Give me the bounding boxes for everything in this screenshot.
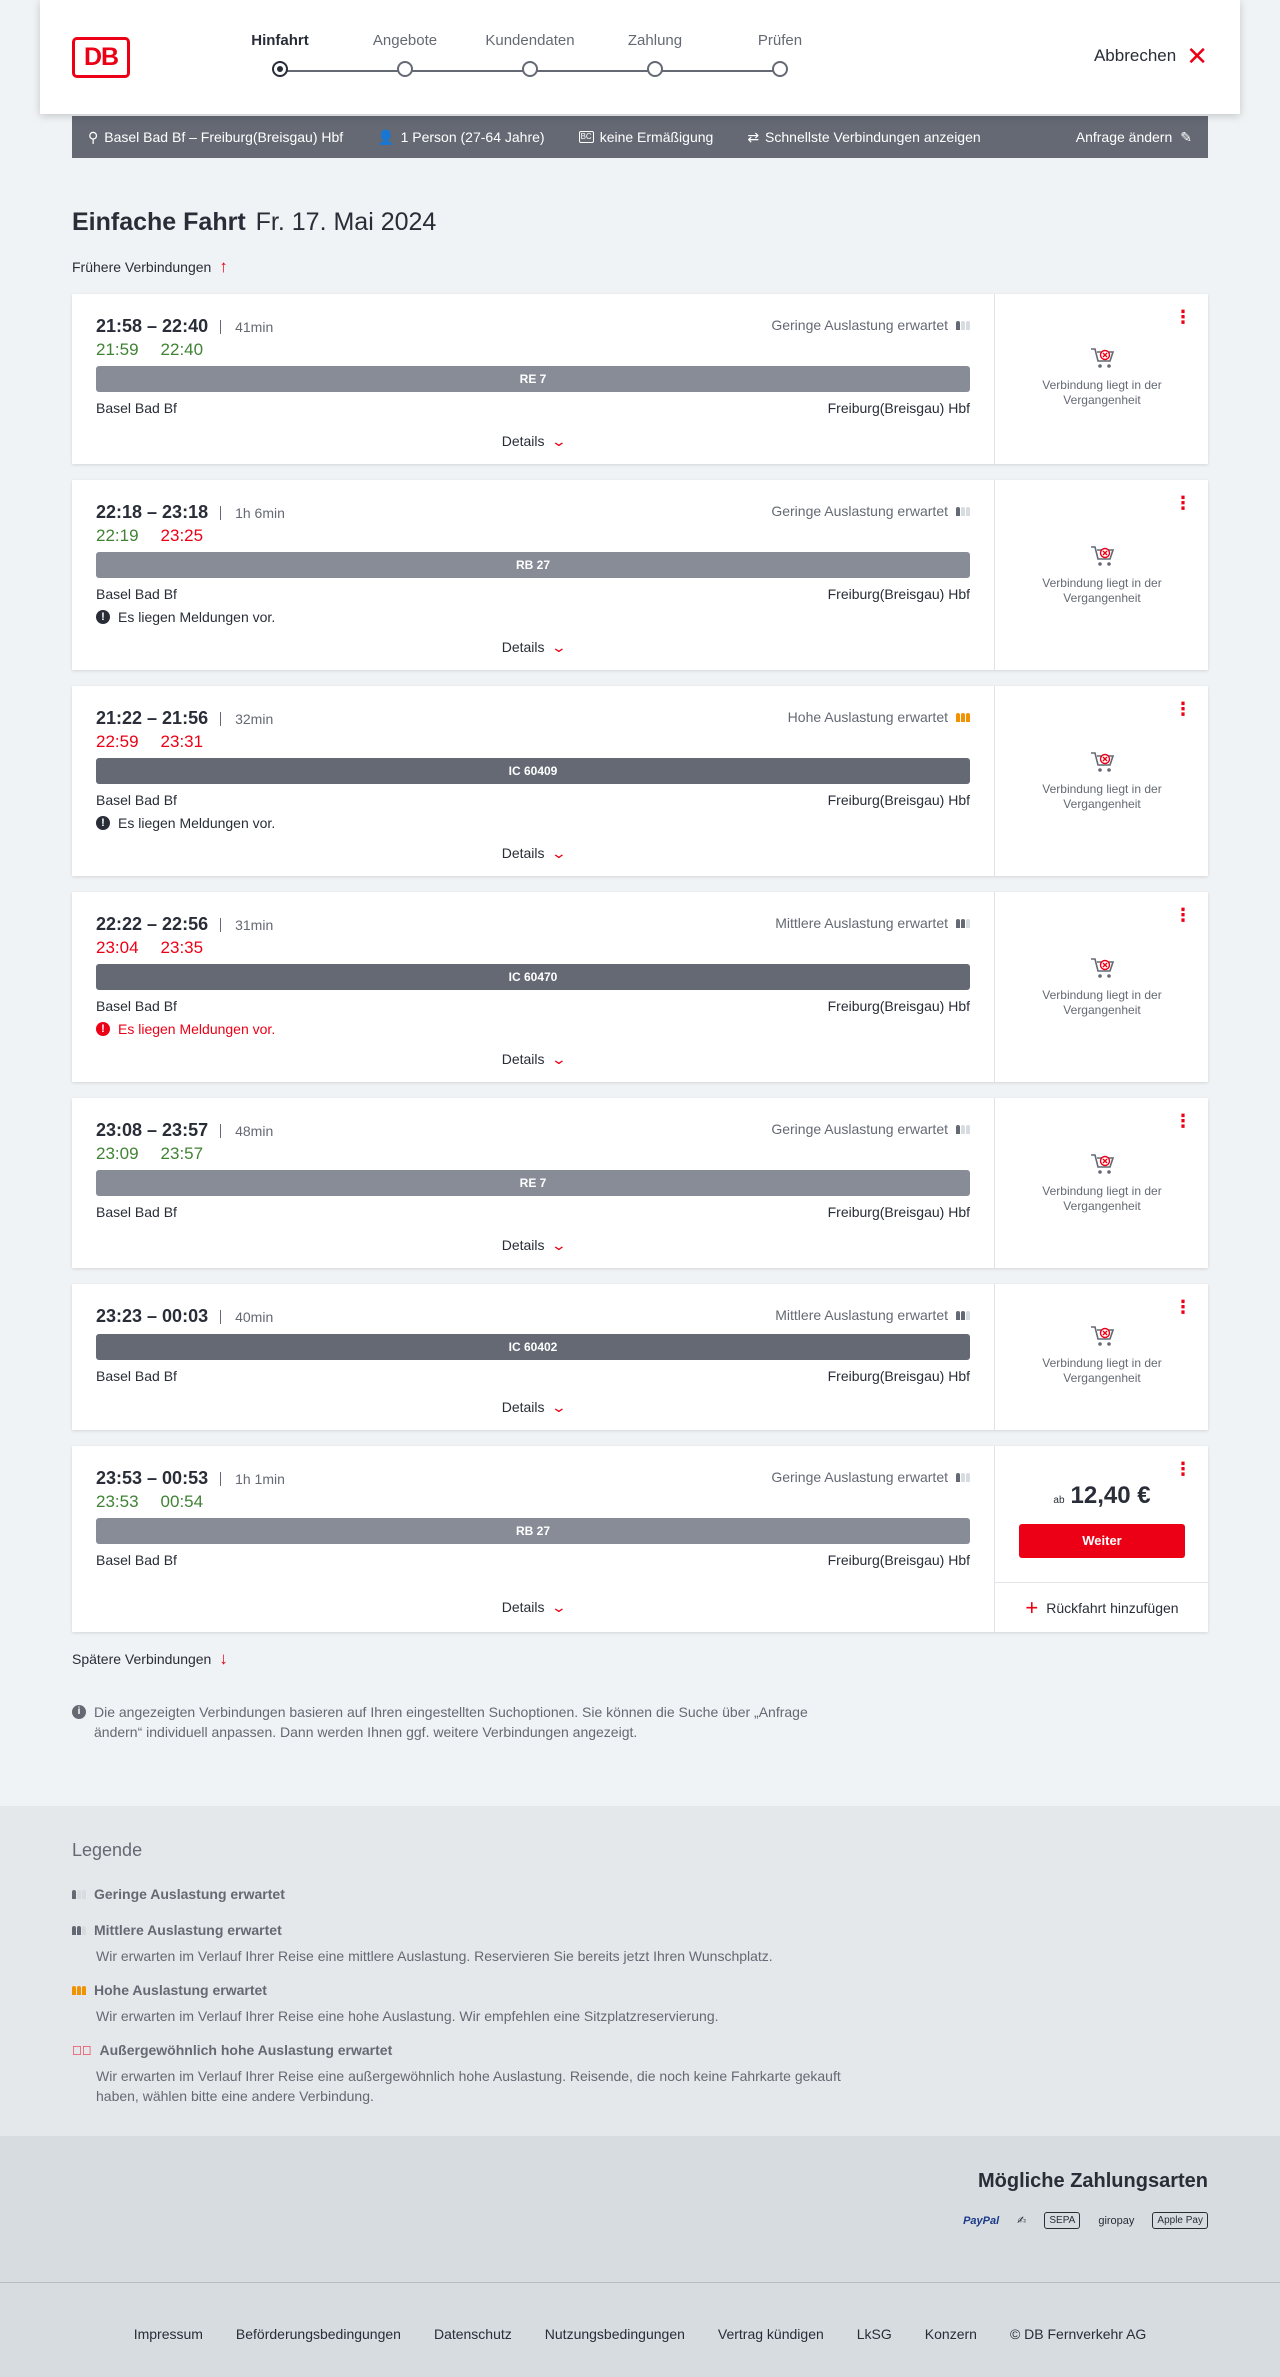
origin-station: Basel Bad Bf <box>96 400 177 416</box>
later-connections-link[interactable] <box>72 1649 228 1669</box>
connection-main <box>72 686 994 876</box>
step-label: Prüfen <box>757 32 803 49</box>
occupancy <box>771 317 970 333</box>
more-options-icon[interactable]: ⋮ <box>1174 699 1192 719</box>
occupancy <box>771 1469 970 1485</box>
connection-card[interactable] <box>72 294 1208 464</box>
cart-unavailable-icon <box>1089 346 1115 370</box>
destination-station: Freiburg(Breisgau) Hbf <box>827 1552 970 1568</box>
details-toggle[interactable] <box>72 1237 994 1254</box>
planned-times: 21:58 – 22:40 <box>96 316 209 336</box>
notice-text: Es liegen Meldungen vor. <box>118 1021 276 1037</box>
details-label: Details <box>501 639 545 655</box>
swap-arrows-icon: ⇄ <box>747 128 760 145</box>
info-note <box>72 1702 852 1742</box>
connection-main <box>72 892 994 1082</box>
past-text-1: Verbindung liegt in der <box>1042 1184 1162 1198</box>
train-bar[interactable]: IC 60470 <box>96 964 970 990</box>
sepa-icon: SEPA <box>1044 2212 1080 2229</box>
planned-times: 21:22 – 21:56 <box>96 708 209 728</box>
duration: 40min <box>220 1310 273 1324</box>
step-dot <box>397 61 413 77</box>
plus-icon: + <box>1025 1594 1039 1620</box>
connection-card[interactable] <box>72 1446 1208 1632</box>
passenger-summary[interactable] <box>377 129 544 146</box>
past-connection-notice <box>995 1152 1209 1214</box>
offer-panel <box>994 686 1208 876</box>
realtime-times <box>96 732 203 752</box>
legend-item-medium <box>72 1922 852 1966</box>
details-label: Details <box>501 1399 545 1415</box>
close-icon: ✕ <box>1186 41 1208 71</box>
occupancy-high-icon <box>72 1986 86 1995</box>
legend-item-desc: Wir erwarten im Verlauf Ihrer Reise eine mittlere Auslastung. Reservieren Sie bereits jetzt Ihren Wunschplatz. <box>96 1948 773 1964</box>
details-label: Details <box>501 433 545 449</box>
occupancy <box>775 915 970 931</box>
db-logo[interactable]: DB <box>72 37 130 78</box>
step-dot <box>522 61 538 77</box>
occupancy <box>771 503 970 519</box>
details-toggle[interactable] <box>72 1599 994 1616</box>
destination-station: Freiburg(Breisgau) Hbf <box>827 998 970 1014</box>
footer-link-nutzungsbedingungen[interactable]: Nutzungsbedingungen <box>544 2326 685 2342</box>
past-text-1: Verbindung liegt in der <box>1042 576 1162 590</box>
legend-item-title: Hohe Auslastung erwartet <box>94 1982 267 1998</box>
more-options-icon[interactable]: ⋮ <box>1174 1459 1192 1479</box>
origin-station: Basel Bad Bf <box>96 1552 177 1568</box>
realtime-departure: 21:59 <box>96 340 139 359</box>
offer-panel <box>994 892 1208 1082</box>
legend-item-title: Mittlere Auslastung erwartet <box>94 1922 282 1938</box>
paypal-icon: PayPal <box>963 2214 1000 2227</box>
occupancy-label: Mittlere Auslastung erwartet <box>775 1307 948 1323</box>
step-label: Angebote <box>372 32 438 49</box>
notice-text: Es liegen Meldungen vor. <box>118 815 276 831</box>
footer-link-konzern[interactable]: Konzern <box>924 2326 977 2342</box>
arrow-down-icon: ↓ <box>219 1649 228 1668</box>
planned-times: 22:22 – 22:56 <box>96 914 209 934</box>
apple-pay-icon: Apple Pay <box>1152 2212 1208 2229</box>
planned-times: 23:08 – 23:57 <box>96 1120 209 1140</box>
past-text-1: Verbindung liegt in der <box>1042 782 1162 796</box>
realtime-departure-delayed: 22:59 <box>96 732 139 751</box>
connection-times <box>96 316 273 337</box>
details-toggle[interactable] <box>72 639 994 656</box>
legend-item-exceptional <box>72 2042 852 2106</box>
past-text-2: Vergangenheit <box>1063 797 1141 811</box>
connection-card[interactable] <box>72 480 1208 670</box>
connection-card[interactable] <box>72 1098 1208 1268</box>
payment-title: Mögliche Zahlungsarten <box>977 2170 1208 2192</box>
offer-panel <box>994 1284 1208 1430</box>
legend-item-desc: Wir erwarten im Verlauf Ihrer Reise eine hohe Auslastung. Wir empfehlen eine Sitzplatzreservierung. <box>96 2008 719 2024</box>
realtime-departure-delayed: 23:04 <box>96 938 139 957</box>
earlier-connections-link[interactable] <box>72 257 228 277</box>
duration: 31min <box>220 918 273 932</box>
step-dot-active <box>272 61 288 77</box>
destination-station: Freiburg(Breisgau) Hbf <box>827 1204 970 1220</box>
train-bar[interactable]: RE 7 <box>96 1170 970 1196</box>
chevron-down-icon: ⌄ <box>550 1399 567 1415</box>
details-toggle[interactable] <box>72 1399 994 1416</box>
legend-section <box>0 1806 1280 2136</box>
occupancy-low-icon <box>956 1473 970 1482</box>
step-label: Zahlung <box>627 32 683 49</box>
offer-panel <box>994 294 1208 464</box>
connection-card[interactable] <box>72 1284 1208 1430</box>
step-label: Kundendaten <box>485 32 575 49</box>
footer-link-impressum[interactable]: Impressum <box>133 2326 203 2342</box>
route-summary[interactable] <box>88 129 343 146</box>
person-icon: 👤 <box>377 128 395 145</box>
chevron-down-icon: ⌄ <box>550 1237 567 1253</box>
origin-station: Basel Bad Bf <box>96 1368 177 1384</box>
realtime-arrival-delayed: 23:25 <box>160 526 204 545</box>
past-text-2: Vergangenheit <box>1063 1003 1141 1017</box>
more-options-icon[interactable]: ⋮ <box>1174 1297 1192 1317</box>
occupancy-low-icon <box>956 1125 970 1134</box>
trip-date: Fr. 17. Mai 2024 <box>255 208 437 236</box>
footer-copyright: © DB Fernverkehr AG <box>1009 2326 1147 2342</box>
cart-unavailable-icon <box>1089 1152 1115 1176</box>
realtime-arrival-delayed: 23:31 <box>160 732 204 751</box>
occupancy-exceptional-icon: ▮⃠ <box>72 2042 92 2058</box>
giropay-icon: giropay <box>1098 2214 1135 2227</box>
legend-item-desc: Wir erwarten im Verlauf Ihrer Reise eine außergewöhnlich hohe Auslastung. Reisende, die noch keine Fahrkarte gekauft haben, wählen bitte eine andere Verbindung. <box>96 2068 841 2104</box>
details-label: Details <box>501 1237 545 1253</box>
duration: 48min <box>220 1124 273 1138</box>
origin-station: Basel Bad Bf <box>96 586 177 602</box>
legend-title: Legende <box>72 1840 143 1860</box>
cancel-button[interactable] <box>1093 41 1208 71</box>
chevron-down-icon: ⌄ <box>550 1051 567 1067</box>
chevron-down-icon: ⌄ <box>550 1599 567 1615</box>
connection-main <box>72 294 994 464</box>
realtime-arrival: 00:54 <box>160 1492 204 1511</box>
step-label: Hinfahrt <box>251 32 309 49</box>
trip-type: Einfache Fahrt <box>72 208 246 236</box>
realtime-departure: 22:19 <box>96 526 139 545</box>
train-bar[interactable]: RB 27 <box>96 552 970 578</box>
connection-card[interactable] <box>72 892 1208 1082</box>
offer-panel <box>994 1098 1208 1268</box>
cancel-label: Abbrechen <box>1093 46 1177 65</box>
notice-message[interactable] <box>96 609 275 625</box>
offer-panel <box>994 480 1208 670</box>
location-pin-icon: ⚲ <box>88 128 99 145</box>
chevron-down-icon: ⌄ <box>550 433 567 449</box>
more-options-icon[interactable]: ⋮ <box>1174 1111 1192 1131</box>
progress-steps <box>210 32 803 82</box>
pencil-icon: ✎ <box>1180 128 1192 145</box>
chevron-down-icon: ⌄ <box>550 845 567 861</box>
past-connection-notice <box>995 544 1209 606</box>
page-title <box>72 208 436 237</box>
price-value: 12,40 € <box>1070 1482 1151 1509</box>
connection-times <box>96 708 273 729</box>
notice-message-important[interactable] <box>96 1021 275 1037</box>
realtime-departure: 23:09 <box>96 1144 139 1163</box>
duration: 1h 6min <box>220 506 285 520</box>
duration: 41min <box>220 320 273 334</box>
alert-icon: ! <box>96 1022 110 1036</box>
discount-summary[interactable] <box>579 129 714 145</box>
realtime-arrival: 22:40 <box>160 340 204 359</box>
earlier-label: Frühere Verbindungen <box>72 259 212 275</box>
connection-times <box>96 1120 273 1141</box>
footer-link-datenschutz[interactable]: Datenschutz <box>433 2326 512 2342</box>
origin-station: Basel Bad Bf <box>96 1204 177 1220</box>
payment-icons <box>963 2212 1208 2229</box>
passenger-text: 1 Person (27-64 Jahre) <box>400 129 545 145</box>
info-text: Die angezeigten Verbindungen basieren auf Ihren eingestellten Suchoptionen. Sie können die Suche über „Anfrage ändern“ individuell anpassen. Dann werden Ihnen ggf. weitere Verbindungen angezeigt. <box>94 1704 808 1740</box>
duration: 1h 1min <box>220 1472 285 1486</box>
step-zahlung <box>585 32 725 49</box>
alert-icon: ! <box>96 816 110 830</box>
past-connection-notice <box>995 750 1209 812</box>
occupancy-medium-icon <box>956 919 970 928</box>
past-text-2: Vergangenheit <box>1063 1199 1141 1213</box>
later-label: Spätere Verbindungen <box>72 1651 212 1667</box>
edit-request-button[interactable] <box>1076 129 1192 146</box>
train-bar[interactable]: IC 60409 <box>96 758 970 784</box>
occupancy-label: Geringe Auslastung erwartet <box>771 317 948 333</box>
offer-panel <box>994 1446 1208 1632</box>
past-connection-notice <box>995 1324 1209 1386</box>
footer <box>0 2282 1280 2377</box>
connection-card[interactable] <box>72 686 1208 876</box>
footer-link-vertrag-kuendigen[interactable]: Vertrag kündigen <box>717 2326 824 2342</box>
more-options-icon[interactable]: ⋮ <box>1174 905 1192 925</box>
train-bar[interactable]: RB 27 <box>96 1518 970 1544</box>
bahncard-icon: BC <box>580 132 592 141</box>
connection-times <box>96 914 273 935</box>
add-return-button[interactable] <box>995 1582 1209 1632</box>
occupancy-medium-icon <box>72 1926 86 1935</box>
occupancy-label: Geringe Auslastung erwartet <box>771 1469 948 1485</box>
info-icon: i <box>72 1705 86 1719</box>
step-angebote[interactable] <box>335 32 475 49</box>
legend-item-high <box>72 1982 852 2026</box>
notice-text: Es liegen Meldungen vor. <box>118 609 276 625</box>
planned-times: 22:18 – 23:18 <box>96 502 209 522</box>
step-dot <box>772 61 788 77</box>
destination-station: Freiburg(Breisgau) Hbf <box>827 1368 970 1384</box>
destination-station: Freiburg(Breisgau) Hbf <box>827 400 970 416</box>
legend-item-title: Außergewöhnlich hohe Auslastung erwartet <box>99 2042 393 2058</box>
alert-icon: ! <box>96 610 110 624</box>
connection-main <box>72 480 994 670</box>
occupancy-low-icon <box>956 507 970 516</box>
connection-times <box>96 1306 273 1327</box>
step-kundendaten <box>460 32 600 49</box>
payment-methods-section <box>0 2136 1280 2282</box>
occupancy-medium-icon <box>956 1311 970 1320</box>
route-text: Basel Bad Bf – Freiburg(Breisgau) Hbf <box>104 129 344 145</box>
realtime-times <box>96 526 203 546</box>
arrow-up-icon: ↑ <box>219 257 228 276</box>
duration: 32min <box>220 712 273 726</box>
cart-unavailable-icon <box>1089 956 1115 980</box>
add-return-label: Rückfahrt hinzufügen <box>1046 1599 1179 1616</box>
realtime-times <box>96 1492 203 1512</box>
footer-link-lksg[interactable]: LkSG <box>856 2326 892 2342</box>
occupancy <box>775 1307 970 1323</box>
past-connection-notice <box>995 956 1209 1018</box>
occupancy <box>788 709 970 725</box>
realtime-times <box>96 340 203 360</box>
train-bar[interactable]: IC 60402 <box>96 1334 970 1360</box>
more-options-icon[interactable]: ⋮ <box>1174 493 1192 513</box>
connection-times <box>96 502 285 523</box>
past-text-1: Verbindung liegt in der <box>1042 988 1162 1002</box>
legend-item-title: Geringe Auslastung erwartet <box>94 1886 285 1902</box>
fastest-text: Schnellste Verbindungen anzeigen <box>765 129 981 145</box>
occupancy-label: Geringe Auslastung erwartet <box>771 1121 948 1137</box>
connection-main <box>72 1098 994 1268</box>
notice-message[interactable] <box>96 815 275 831</box>
past-text-2: Vergangenheit <box>1063 393 1141 407</box>
realtime-arrival: 23:57 <box>160 1144 204 1163</box>
step-pruefen <box>710 32 850 49</box>
credit-card-icon: ✍ <box>1017 2215 1027 2227</box>
destination-station: Freiburg(Breisgau) Hbf <box>827 586 970 602</box>
planned-times: 23:23 – 00:03 <box>96 1306 209 1326</box>
footer-links <box>0 2326 1280 2342</box>
details-label: Details <box>501 1599 545 1615</box>
planned-times: 23:53 – 00:53 <box>96 1468 209 1488</box>
step-dot <box>647 61 663 77</box>
details-toggle[interactable] <box>72 433 994 450</box>
occupancy-high-icon <box>956 713 970 722</box>
more-options-icon[interactable]: ⋮ <box>1174 307 1192 327</box>
past-text-2: Vergangenheit <box>1063 591 1141 605</box>
realtime-arrival-delayed: 23:35 <box>160 938 204 957</box>
past-text-1: Verbindung liegt in der <box>1042 1356 1162 1370</box>
destination-station: Freiburg(Breisgau) Hbf <box>827 792 970 808</box>
details-label: Details <box>501 1051 545 1067</box>
price <box>995 1482 1209 1510</box>
origin-station: Basel Bad Bf <box>96 998 177 1014</box>
origin-station: Basel Bad Bf <box>96 792 177 808</box>
connection-times <box>96 1468 285 1489</box>
step-hinfahrt <box>210 32 350 49</box>
past-text-2: Vergangenheit <box>1063 1371 1141 1385</box>
occupancy-label: Hohe Auslastung erwartet <box>787 709 948 725</box>
past-text-1: Verbindung liegt in der <box>1042 378 1162 392</box>
footer-link-befoerderungsbedingungen[interactable]: Beförderungsbedingungen <box>235 2326 401 2342</box>
past-connection-notice <box>995 346 1209 408</box>
continue-button[interactable]: Weiter <box>1019 1524 1185 1558</box>
fastest-toggle[interactable] <box>747 129 980 146</box>
occupancy-low-icon <box>956 321 970 330</box>
cart-unavailable-icon <box>1089 750 1115 774</box>
occupancy <box>771 1121 970 1137</box>
discount-text: keine Ermäßigung <box>599 129 714 145</box>
details-label: Details <box>501 845 545 861</box>
details-toggle[interactable] <box>72 1051 994 1068</box>
price-prefix: ab <box>1053 1495 1065 1506</box>
cart-unavailable-icon <box>1089 544 1115 568</box>
chevron-down-icon: ⌄ <box>550 639 567 655</box>
train-bar[interactable]: RE 7 <box>96 366 970 392</box>
connection-main <box>72 1284 994 1430</box>
realtime-departure: 23:53 <box>96 1492 139 1511</box>
occupancy-low-icon <box>72 1890 86 1899</box>
legend-item-low <box>72 1886 852 1902</box>
search-summary-bar <box>72 116 1208 158</box>
cart-unavailable-icon <box>1089 1324 1115 1348</box>
header <box>40 0 1240 114</box>
connection-main <box>72 1446 994 1632</box>
occupancy-label: Geringe Auslastung erwartet <box>771 503 948 519</box>
details-toggle[interactable] <box>72 845 994 862</box>
occupancy-label: Mittlere Auslastung erwartet <box>775 915 948 931</box>
realtime-times <box>96 1144 203 1164</box>
realtime-times <box>96 938 203 958</box>
edit-text: Anfrage ändern <box>1075 129 1173 145</box>
